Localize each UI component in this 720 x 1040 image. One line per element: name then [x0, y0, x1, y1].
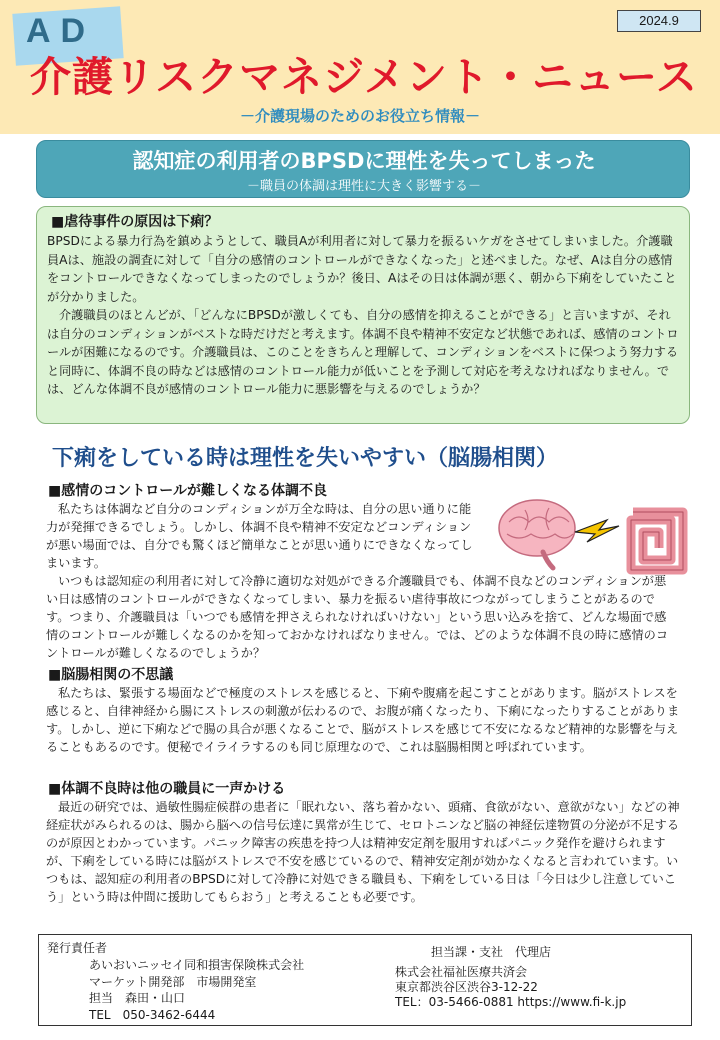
- headline-banner: [36, 140, 690, 198]
- footer-publisher-box: [38, 934, 692, 1026]
- publisher-contact: 担当 森田・山口: [89, 991, 186, 1005]
- section-title: 下痢をしている時は理性を失いやすい（脳腸相関）: [52, 446, 559, 471]
- agency-name: 株式会社福祉医療共済会: [395, 965, 528, 979]
- intestine-icon: [631, 512, 683, 570]
- paragraph-condition-2: いつもは認知症の利用者に対して冷静に適切な対処ができる介護職員でも、体調不良などのコンディションが悪い日は感情のコントロールができなくなってしまい、暴力を振るい虐待事故につながってしまうことがあるのです。つまり、介護職員は「いつでも感情を押さえられなければいけない」という思い込みを捨て、どんな場面で感情のコントロールが難しくなるのかを知っておかなければなりません。では、どのような体調不良の時に感情のコントロールが難しくなるのでしょうか？: [46, 574, 669, 660]
- publisher-department: マーケット開発部 市場開発室: [89, 974, 257, 989]
- headline-subtitle: －職員の体調は理性に大きく影響する－: [246, 179, 481, 194]
- lightning-icon: [575, 520, 619, 542]
- case-paragraph-2: 介護職員のほとんどが、「どんなにBPSDが激しくても、自分の感情を抑えることができる」と言いますが、それは自分のコンディションがベストな時だけだと考えます。体調不良や精神不安定など状態であれば、感情のコントロールが困難になるのです。介護職員は、このことをきちんと理解して、コンディションをベストに保つよう努力すると同時に、体調不良の時などは感情のコントロール能力が低いことを予測して対応を考えなければなりません。では、どんな体調不良が感情のコントロール能力に悪影響を与えるのでしょうか？: [47, 308, 679, 396]
- brain-icon: [499, 500, 575, 568]
- issue-date: 2024.9: [617, 10, 701, 32]
- publisher-tel: TEL 050-3462-6444: [89, 1007, 216, 1022]
- agency-address: 東京都渋谷区渋谷3-12-22: [395, 980, 538, 994]
- case-body: [47, 232, 681, 399]
- agency-info: [395, 965, 626, 1010]
- brain-gut-illustration: [495, 490, 695, 580]
- subheading-brain-gut: ■脳腸相関の不思議: [48, 667, 174, 683]
- header: [0, 0, 720, 134]
- ad-badge: AD: [26, 12, 96, 50]
- agency-label: 担当課・支社 代理店: [431, 945, 552, 959]
- case-heading: ■虐待事件の原因は下痢？: [51, 214, 219, 230]
- case-box: [36, 206, 690, 424]
- paragraph-speak-up: 最近の研究では、過敏性腸症候群の患者に「眠れない、落ち着かない、頭痛、食欲がない、意欲がない」などの神経症状がみられるのは、腸から脳への信号伝達に異常が生じて、セロトニンなど脳の神経伝達物質の分泌が不足するのが原因とわかっています。パニック障害の疾患を持つ人は精神安定剤を服用すればパニック発作を避けられますが、下痢をしている時には脳がストレスで不安を感じているので、精神安定剤が効かなくなると言われています。いつもは、認知症の利用者のBPSDに対して冷静に対処できる職員も、下痢をしている日は「今日は少し注意していこう」という時は仲間に援助してもらおう」と考えることも必要です。: [46, 800, 680, 904]
- case-paragraph-1: BPSDによる暴力行為を鎮めようとして、職員Aが利用者に対して暴力を振るいケガをさせてしまいました。介護職員Aは、施設の調査に対して「自分の感情のコントロールができなくなった」と述べました。なぜ、Aは自分の感情をコントロールできなくなってしまったのでしょうか？後日、Aはその日は体調が悪く、朝から下痢をしていたことが分かりました。: [47, 234, 677, 304]
- paragraph-condition-1: 私たちは体調など自分のコンディションが万全な時は、自分の思い通りに能力が発揮できるでしょう。しかし、体調不良や精神不安定などコンディションが悪い場面では、自分でも驚くほど簡単なことが思い通りにできなくなってしまいます。: [46, 502, 473, 570]
- page-subtitle: －介護現場のためのお役立ち情報－: [239, 107, 480, 125]
- subheading-condition: ■感情のコントロールが難しくなる体調不良: [48, 483, 327, 499]
- publisher-info: [89, 957, 304, 1023]
- agency-tel: TEL：03-5466-0881 https://www.fi-k.jp: [395, 995, 627, 1009]
- publisher-company: あいおいニッセイ同和損害保険株式会社: [89, 958, 305, 972]
- headline-title: 認知症の利用者のBPSDに理性を失ってしまった: [132, 149, 596, 173]
- paragraph-brain-gut: 私たちは、緊張する場面などで極度のストレスを感じると、下痢や腹痛を起こすことがあります。脳がストレスを感じると、自律神経から腸にストレスの刺激が伝わるので、お腹が痛くなったり、下痢になったりすることがあります。しかし、逆に下痢などで腸の具合が悪くなることで、脳がストレスを感じて不安になるなど精神的な影響を与えることもあるのです。便秘でイライラするのも同じ原理なので、これは脳腸相関と呼ばれています。: [46, 686, 680, 754]
- subheading-speak-up: ■体調不良時は他の職員に一声かける: [48, 781, 286, 797]
- publisher-label: 発行責任者: [47, 941, 108, 955]
- page-title: 介護リスクマネジメント・ニュース: [30, 53, 698, 101]
